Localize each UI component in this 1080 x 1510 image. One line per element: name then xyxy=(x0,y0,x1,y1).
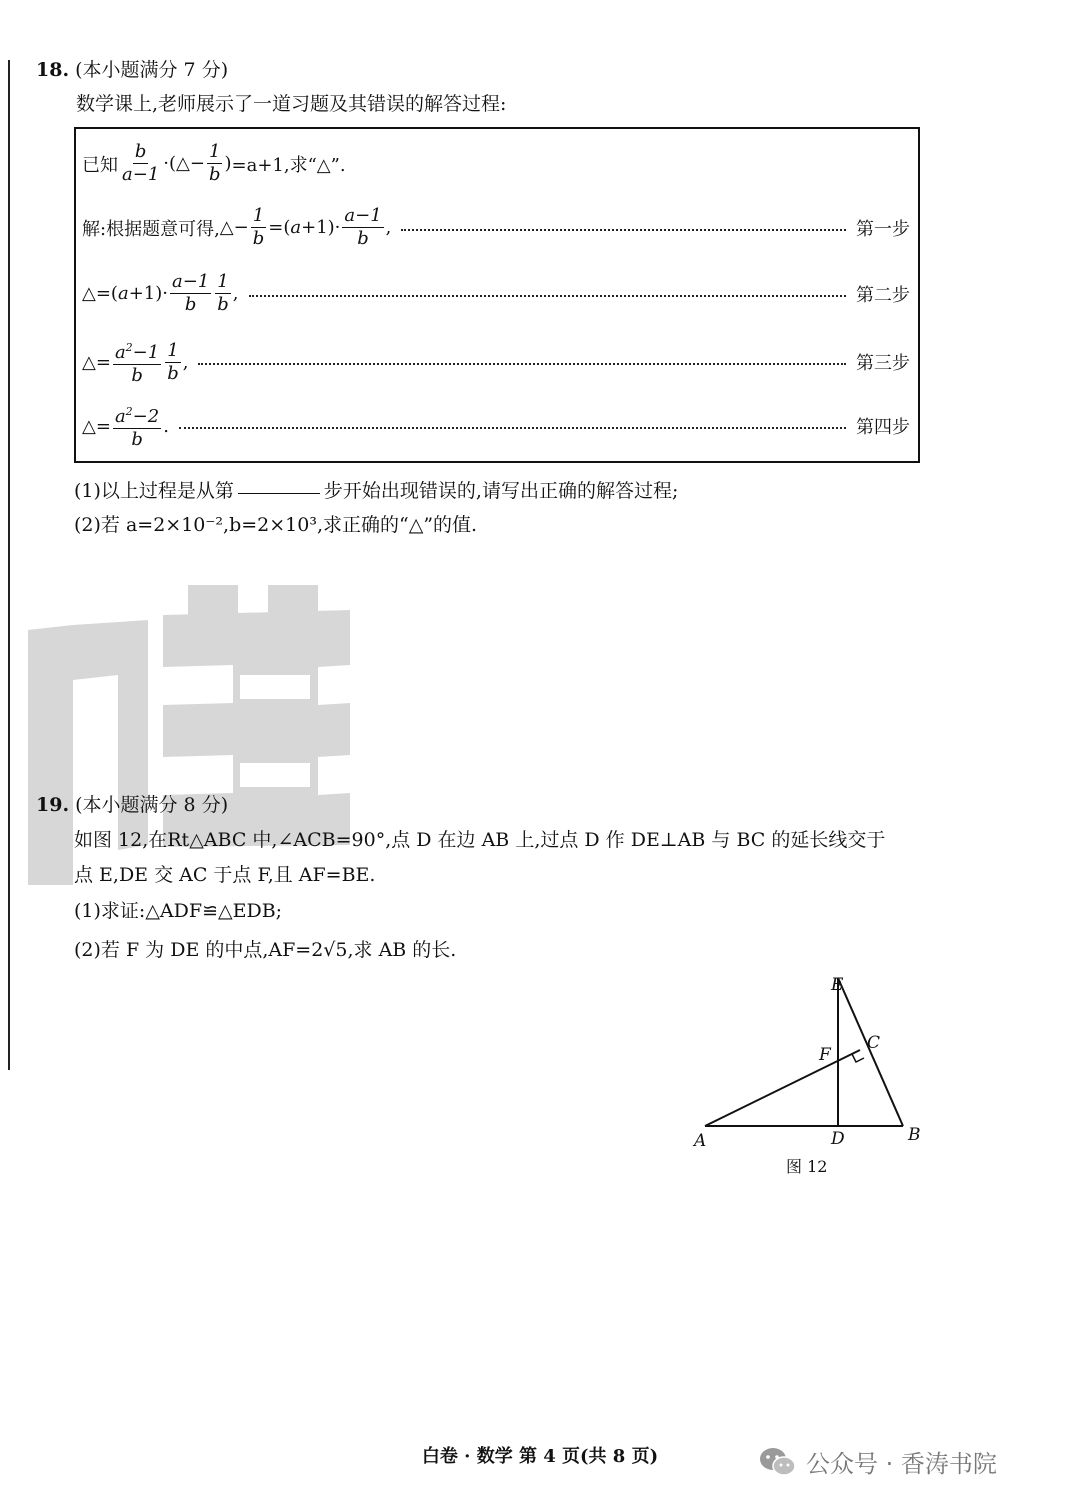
q19-score: (本小题满分 8 分) xyxy=(75,794,229,816)
given-expr: ·(△− xyxy=(163,153,205,174)
dot-leader xyxy=(401,229,846,231)
label-B: B xyxy=(908,1125,921,1145)
label-D: D xyxy=(831,1129,845,1149)
given-expr-end: ) xyxy=(224,153,232,174)
q18-header xyxy=(36,57,228,83)
q19-number: 19. xyxy=(36,794,70,816)
page-footer: 白卷 · 数学 第 4 页(共 8 页) xyxy=(421,1446,659,1467)
answer-blank[interactable] xyxy=(238,493,320,494)
q18-intro: 数学课上,老师展示了一道习题及其错误的解答过程: xyxy=(76,93,507,115)
label-C: C xyxy=(867,1033,881,1053)
q18-part1-text-a: (1)以上过程是从第 xyxy=(74,480,234,502)
q18-number: 18. xyxy=(36,59,70,81)
label-F: F xyxy=(819,1045,831,1065)
wechat-watermark xyxy=(758,1444,997,1479)
step4-row: △= $\frac{a^2-2}{b}$ . 第四步 xyxy=(82,401,910,451)
step3-label: 第三步 xyxy=(856,353,910,374)
label-E: E xyxy=(831,975,844,995)
label-A: A xyxy=(694,1131,707,1151)
step2-label: 第二步 xyxy=(856,284,910,306)
solution-prefix: 解:根据题意可得, xyxy=(82,218,220,240)
q18-part1 xyxy=(74,478,678,504)
solution-box xyxy=(74,127,920,463)
q19-part1: (1)求证:△ADF≌△EDB; xyxy=(74,900,283,922)
q19-line1: 如图 12,在Rt△ABC 中,∠ACB=90°,点 D 在边 AB 上,过点 D 作 DE⊥AB 与 BC 的延长线交于 xyxy=(74,829,886,851)
dot-leader xyxy=(249,295,847,297)
q19-line2: 点 E,DE 交 AC 于点 F,且 AF=BE. xyxy=(74,864,376,886)
q18-score: (本小题满分 7 分) xyxy=(75,59,229,81)
given-prefix: 已知 xyxy=(82,154,118,176)
q18-part1-text-b: 步开始出现错误的,请写出正确的解答过程; xyxy=(323,480,679,502)
figure-caption: 图 12 xyxy=(786,1157,828,1176)
dot-leader xyxy=(179,427,846,429)
wechat-icon xyxy=(758,1446,798,1478)
given-fraction-2: $\frac{1}{b}$ xyxy=(208,141,221,185)
step1-row: 解:根据题意可得, △− $\frac{1}{b}$ =(a+1)· $\frac{a-1}{b}$ , 第一步 xyxy=(82,205,910,249)
given-row xyxy=(82,141,910,186)
step1-label: 第一步 xyxy=(856,218,910,240)
given-fraction: $\frac{b}{a-1}$ xyxy=(122,141,160,185)
segment-AC xyxy=(705,1050,860,1126)
step3-row: △= $\frac{a^2-1}{b}$ $\frac{1}{b}$ , 第三步 xyxy=(82,337,910,387)
q19-part2: (2)若 F 为 DE 的中点,AF=2√5,求 AB 的长. xyxy=(74,939,457,961)
step2-row: △=(a+1)· $\frac{a-1}{b}$ $\frac{1}{b}$ , 第二步 xyxy=(82,271,910,315)
figure-12-triangle xyxy=(690,968,930,1183)
dot-leader xyxy=(198,363,846,365)
right-angle-mark xyxy=(852,1054,864,1062)
wechat-account-text: 公众号 · 香涛书院 xyxy=(806,1450,997,1478)
q19-header xyxy=(36,792,228,818)
given-suffix: =a+1,求“△”. xyxy=(231,154,346,176)
step4-label: 第四步 xyxy=(856,417,910,438)
margin-rule xyxy=(8,60,10,1070)
q18-part2: (2)若 a=2×10⁻²,b=2×10³,求正确的“△”的值. xyxy=(74,514,478,536)
